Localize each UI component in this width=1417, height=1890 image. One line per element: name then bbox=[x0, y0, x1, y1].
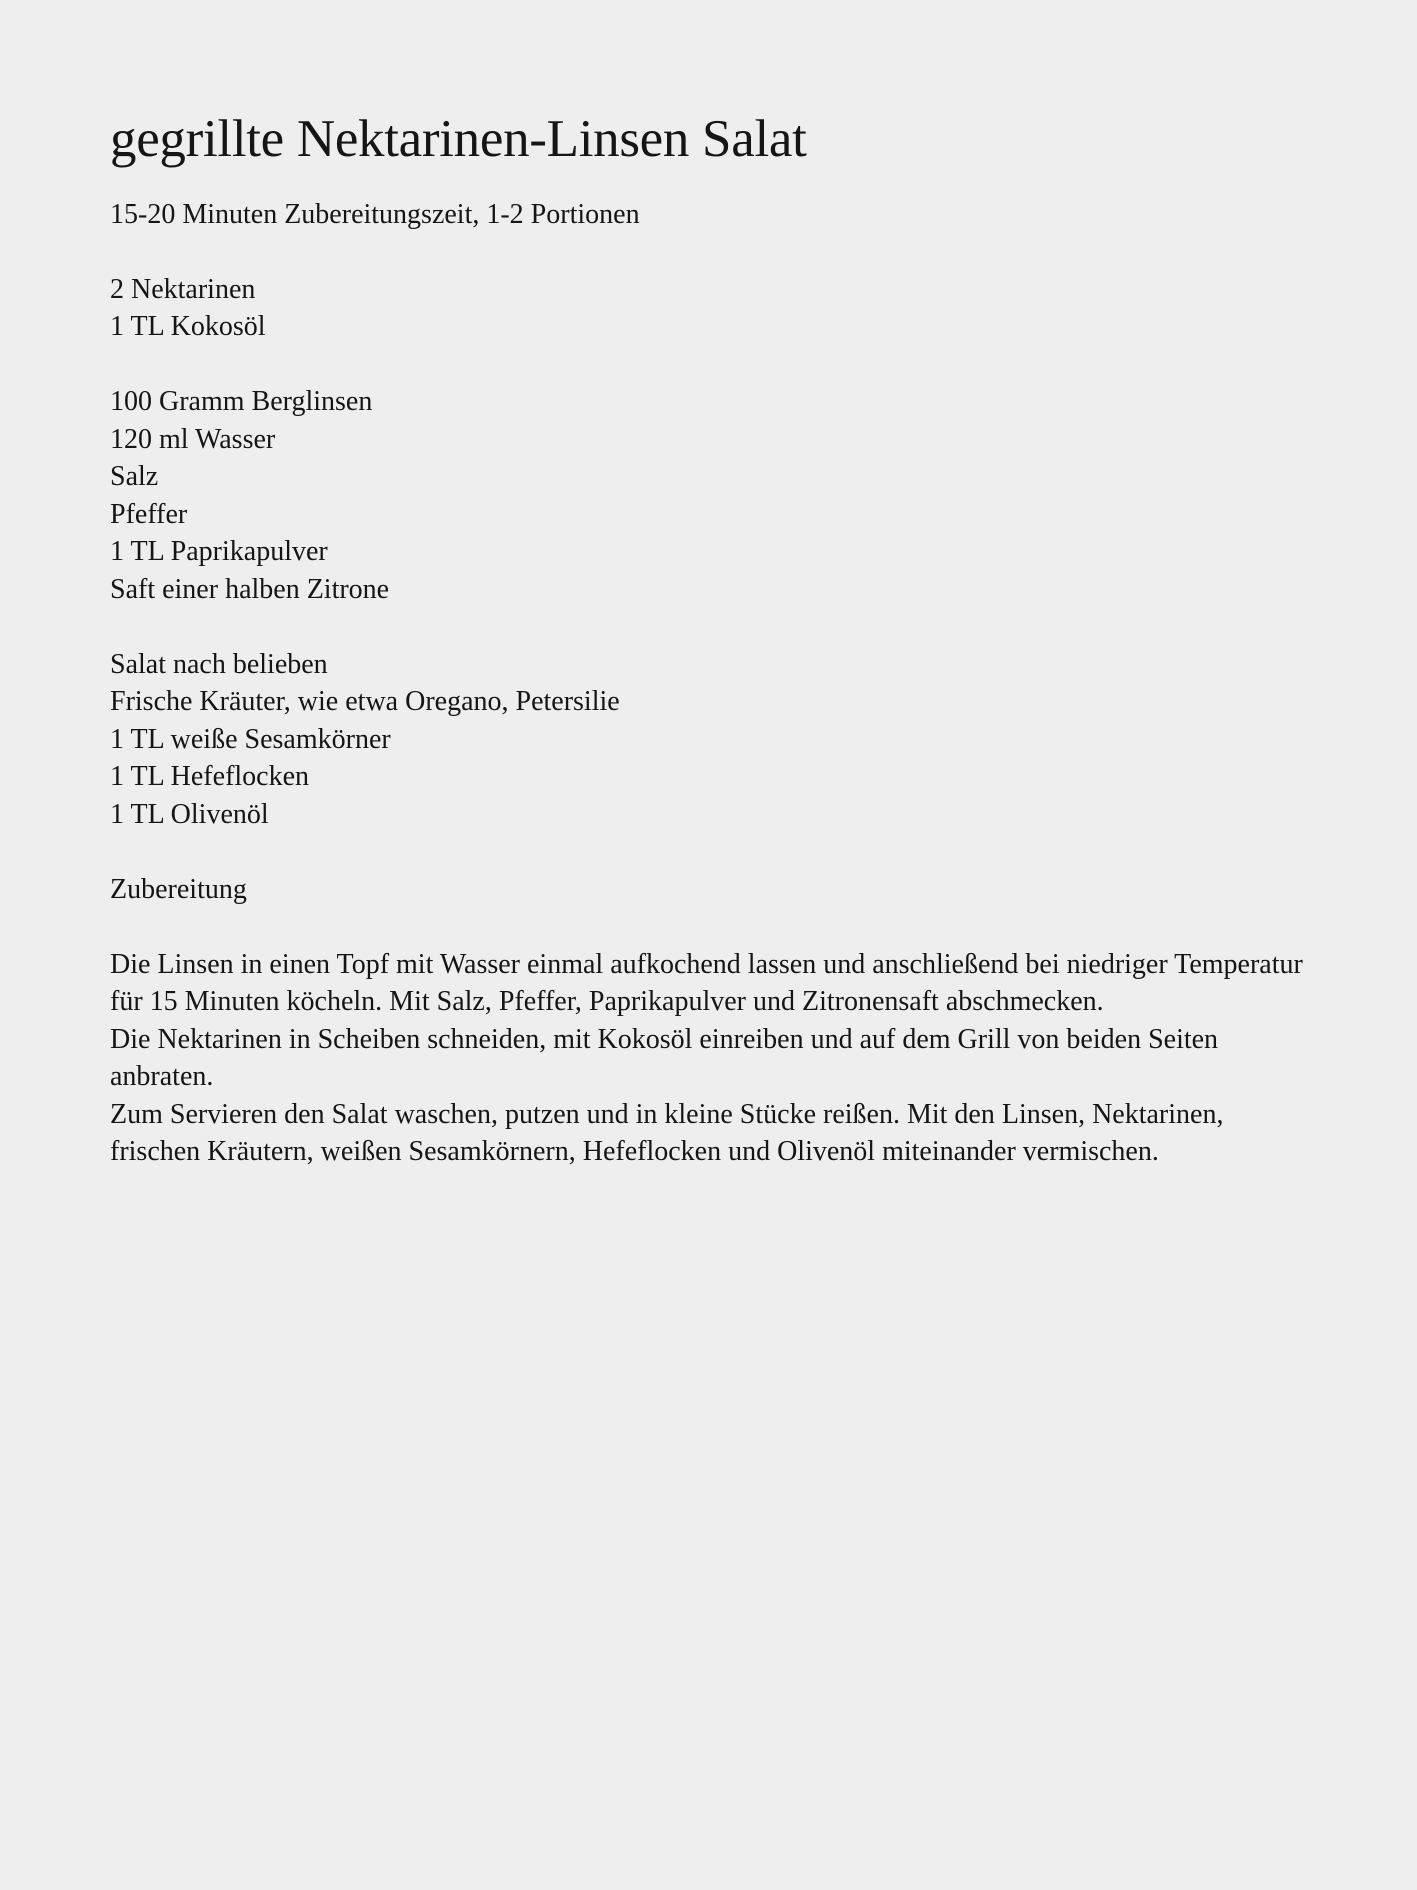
ingredient-item: 2 Nektarinen bbox=[110, 273, 256, 305]
recipe-page bbox=[110, 108, 1310, 1171]
recipe-meta: 15-20 Minuten Zubereitungszeit, 1-2 Portionen bbox=[110, 198, 640, 230]
spacer bbox=[110, 608, 1310, 646]
ingredient-group-3 bbox=[110, 646, 1310, 834]
ingredient-item: 1 TL Hefeflocken bbox=[110, 761, 310, 793]
ingredient-group-1 bbox=[110, 271, 1310, 346]
ingredient-group-2 bbox=[110, 383, 1310, 608]
instructions-heading: Zubereitung bbox=[110, 873, 247, 905]
instruction-step: Die Nektarinen in Scheiben schneiden, mit Kokosöl einreiben und auf dem Grill von beiden Seiten anbraten. bbox=[110, 1023, 1219, 1093]
spacer bbox=[110, 908, 1310, 946]
spacer bbox=[110, 833, 1310, 871]
spacer bbox=[110, 346, 1310, 384]
instruction-step: Die Linsen in einen Topf mit Wasser einmal aufkochend lassen und anschließend bei niedriger Temperatur für 15 Minuten köcheln. Mit Salz, Pfeffer, Paprikapulver und Zitronensaft abschmecken. bbox=[110, 948, 1303, 1018]
ingredient-item: 100 Gramm Berglinsen bbox=[110, 386, 373, 418]
instructions bbox=[110, 946, 1310, 1171]
spacer bbox=[110, 233, 1310, 271]
instruction-step: Zum Servieren den Salat waschen, putzen und in kleine Stücke reißen. Mit den Linsen, Nektarinen, frischen Kräutern, weißen Sesamkörnern, Hefeflocken und Olivenöl miteinander vermischen. bbox=[110, 1098, 1224, 1168]
ingredient-item: 1 TL Kokosöl bbox=[110, 311, 266, 343]
ingredient-item: Pfeffer bbox=[110, 498, 188, 530]
ingredient-item: Salat nach belieben bbox=[110, 648, 328, 680]
recipe-title: gegrillte Nektarinen-Linsen Salat bbox=[110, 110, 807, 168]
ingredient-item: 120 ml Wasser bbox=[110, 423, 276, 455]
ingredient-item: 1 TL Paprikapulver bbox=[110, 536, 328, 568]
ingredient-item: 1 TL weiße Sesamkörner bbox=[110, 723, 391, 755]
ingredient-item: Frische Kräuter, wie etwa Oregano, Petersilie bbox=[110, 686, 620, 718]
ingredient-item: 1 TL Olivenöl bbox=[110, 798, 269, 830]
ingredient-item: Salz bbox=[110, 461, 159, 493]
ingredient-item: Saft einer halben Zitrone bbox=[110, 573, 390, 605]
